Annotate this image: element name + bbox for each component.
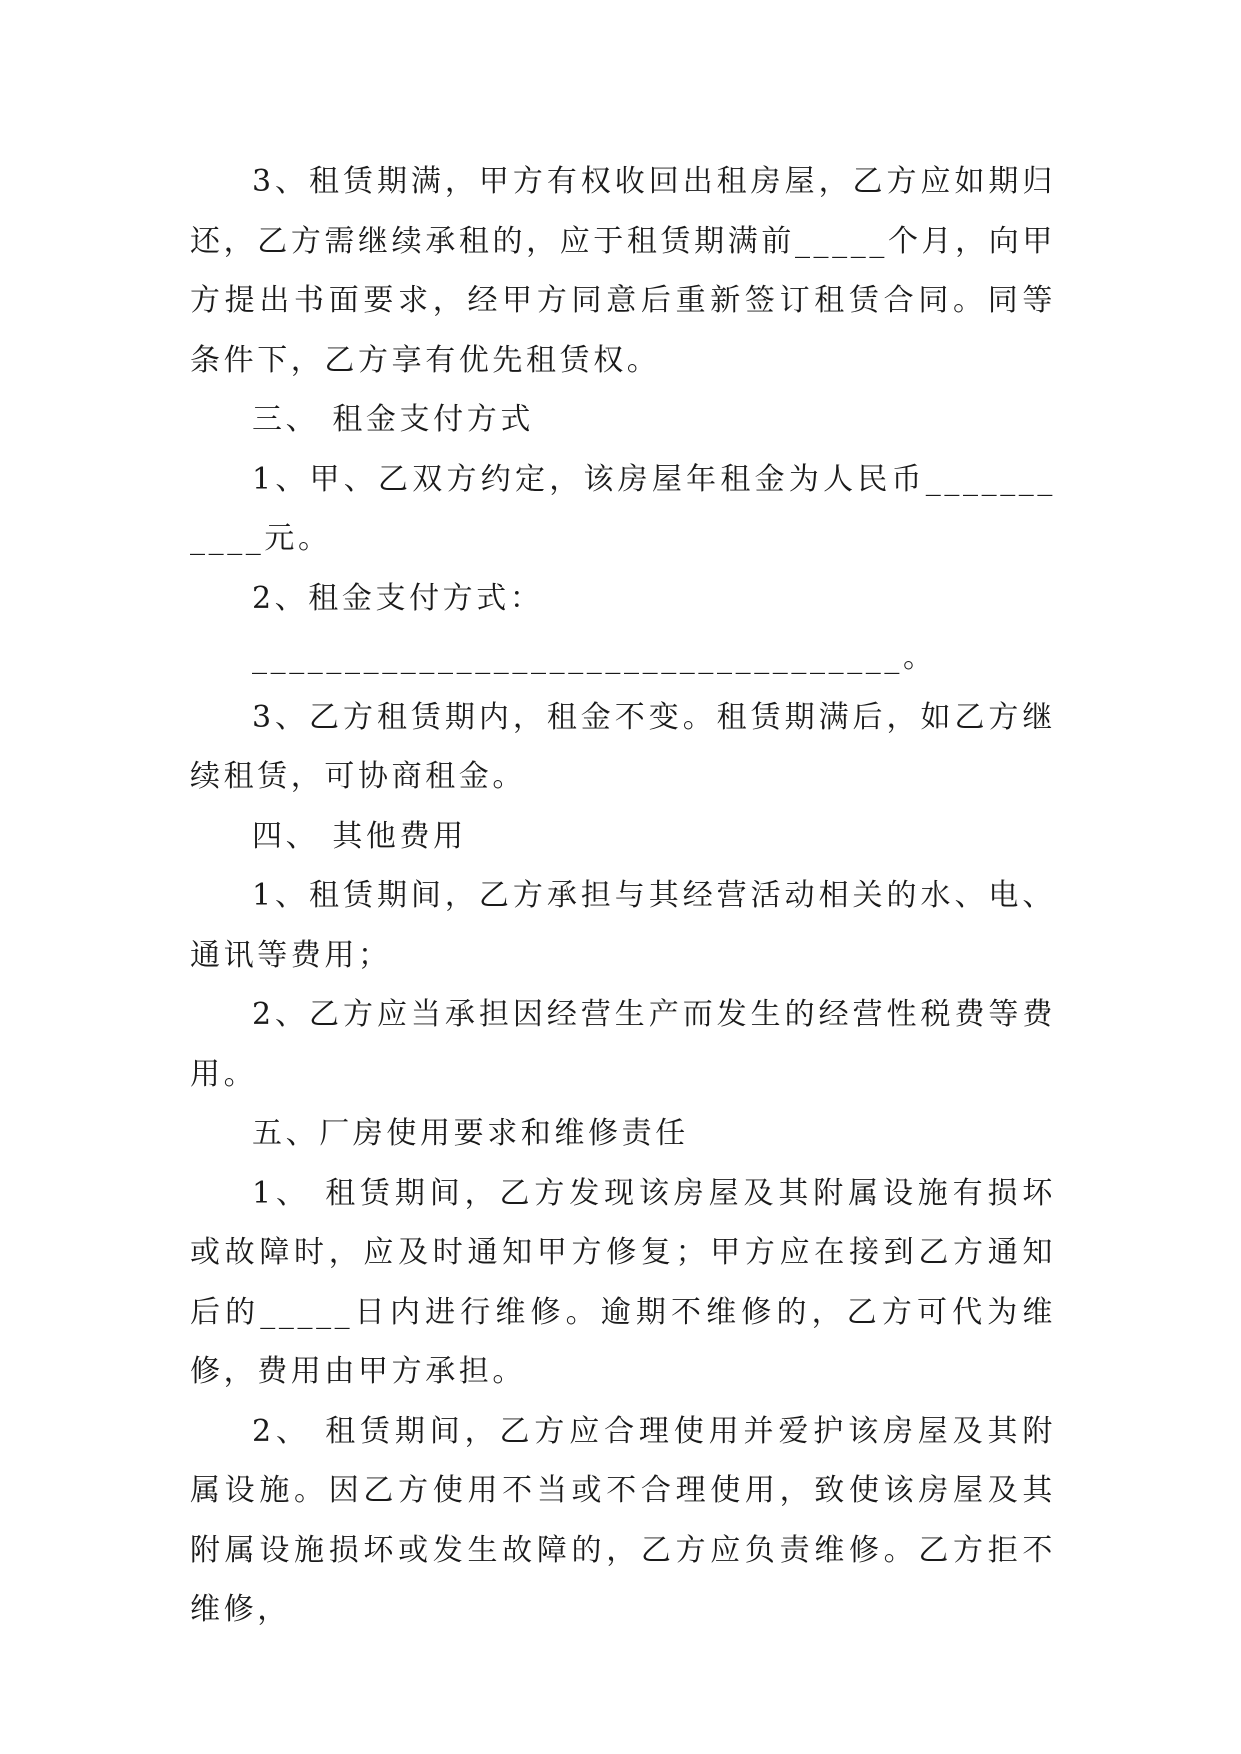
- clause-2-payment-method: 2、租金支付方式：: [252, 580, 544, 616]
- clause-1-annual-rent: 1、甲、乙双方约定，该房屋年租金为人民币___________元。: [190, 461, 1056, 556]
- clause-2-tax-fees: 2、乙方应当承担因经营生产而发生的经营性税费等费用。: [190, 997, 1056, 1092]
- section-heading-usage-maintenance: 五、厂房使用要求和维修责任: [252, 1116, 689, 1151]
- clause-1-utility-fees: 1、租赁期间，乙方承担与其经营活动相关的水、电、通讯等费用；: [190, 878, 1056, 973]
- payment-method-blank: ___________________________________。: [252, 640, 937, 675]
- clause-2-proper-use: 2、 租赁期间，乙方应合理使用并爱护该房屋及其附属设施。因乙方使用不当或不合理使用，致使该房屋及其附属设施损坏或发生故障的，乙方应负责维修。乙方拒不维修，: [190, 1413, 1056, 1627]
- section-heading-other-fees: 四、 其他费用: [252, 818, 467, 854]
- clause-1-repair-notice: 1、 租赁期间，乙方发现该房屋及其附属设施有损坏或故障时，应及时通知甲方修复；甲方应在接到乙方通知后的_____日内进行维修。逾期不维修的，乙方可代为维修，费用由甲方承担。: [190, 1175, 1056, 1389]
- document-body: [190, 152, 1056, 1640]
- section-heading-rent-payment: 三、 租金支付方式: [252, 402, 534, 437]
- clause-3-rent-unchanged: 3、乙方租赁期内，租金不变。租赁期满后，如乙方继续租赁，可协商租金。: [190, 699, 1056, 794]
- clause-3-lease-expiry: 3、租赁期满，甲方有权收回出租房屋，乙方应如期归还，乙方需继续承租的，应于租赁期满前_____个月，向甲方提出书面要求，经甲方同意后重新签订租赁合同。同等条件下，乙方享有优先租赁权。: [190, 164, 1056, 378]
